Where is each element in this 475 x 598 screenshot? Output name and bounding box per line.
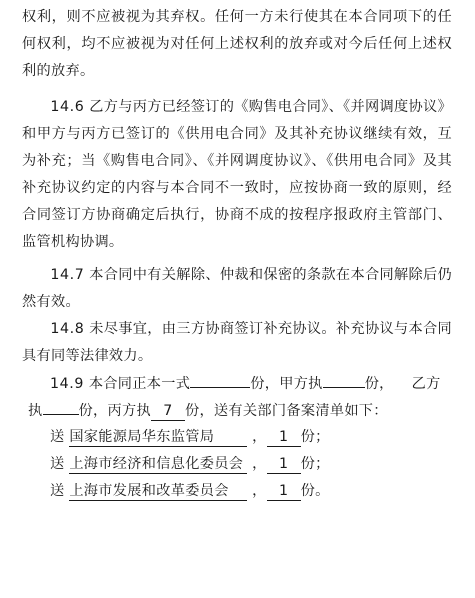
clause-14-9-unit3: 份，丙方执 <box>78 403 151 419</box>
clause-14-9-unit2: 份， <box>364 376 394 392</box>
copies-party-a-blank <box>323 370 365 388</box>
clause-14-9-number: 14.9 <box>50 376 84 392</box>
recipient-copies: 1 <box>267 483 301 501</box>
intro-paragraph: 权利，则不应被视为其弃权。任何一方未行使其在本合同项下的任何权利，均不应被视为对任何上述权利的放弃或对今后任何上述权利的放弃。 <box>22 9 452 79</box>
recipient-prefix: 送 <box>50 429 65 445</box>
clause-14-9-unit1: 份，甲方执 <box>250 376 323 392</box>
clause-14-6 <box>22 94 452 256</box>
recipient-prefix: 送 <box>50 483 65 499</box>
clause-14-8-number: 14.8 <box>50 321 85 337</box>
recipient-row: 送 上海市经济和信息化委员会 ， 1 份； <box>50 456 330 472</box>
clause-14-9-party-b: 乙方 <box>411 376 441 392</box>
clause-14-7-number: 14.7 <box>50 267 85 283</box>
recipient-org: 国家能源局华东监管局 <box>69 429 247 447</box>
recipient-suffix: 份； <box>300 456 330 472</box>
recipient-row: 送 上海市发展和改革委员会 ， 1 份。 <box>50 483 330 499</box>
copies-party-b-blank <box>43 397 79 415</box>
clause-14-6-number: 14.6 <box>50 99 85 115</box>
clause-14-9-exec-prefix: 执 <box>28 403 43 419</box>
clause-14-7-text: 本合同中有关解除、仲裁和保密的条款在本合同解除后仍然有效。 <box>22 267 452 310</box>
recipient-suffix: 份。 <box>300 483 330 499</box>
clause-14-7 <box>22 262 452 316</box>
clause-14-8-text: 未尽事宜，由三方协商签订补充协议。补充协议与本合同具有同等法律效力。 <box>22 321 452 364</box>
recipient-prefix: 送 <box>50 456 65 472</box>
recipient-suffix: 份； <box>300 429 330 445</box>
recipient-row: 送 国家能源局华东监管局 ， 1 份； <box>50 429 330 445</box>
copies-total-blank <box>190 370 250 388</box>
recipient-org: 上海市经济和信息化委员会 <box>69 456 247 474</box>
recipient-org: 上海市发展和改革委员会 <box>69 483 247 501</box>
clause-14-6-text: 乙方与丙方已经签订的《购售电合同》、《并网调度协议》和甲方与丙方已签订的《供用电合同》及其补充协议继续有效，互为补充；当《购售电合同》、《并网调度协议》、《供用电合同》及其补充协议约定的内容与本合同不一致时，应按协商一致的原则，经合同签订方协商确定后执行，协商不成的按程序报政府主管部门、监管机构协调。 <box>22 99 452 250</box>
clause-14-9-line-2 <box>28 397 388 425</box>
clause-14-9-line-1 <box>50 370 441 398</box>
recipient-copies: 1 <box>267 456 301 474</box>
clause-14-8 <box>22 316 452 370</box>
clause-14-9-unit4: 份，送有关部门备案清单如下： <box>184 403 388 419</box>
recipient-copies: 1 <box>267 429 301 447</box>
clause-14-9-part1: 本合同正本一式 <box>88 376 191 392</box>
copies-party-c-value: 7 <box>151 403 185 421</box>
